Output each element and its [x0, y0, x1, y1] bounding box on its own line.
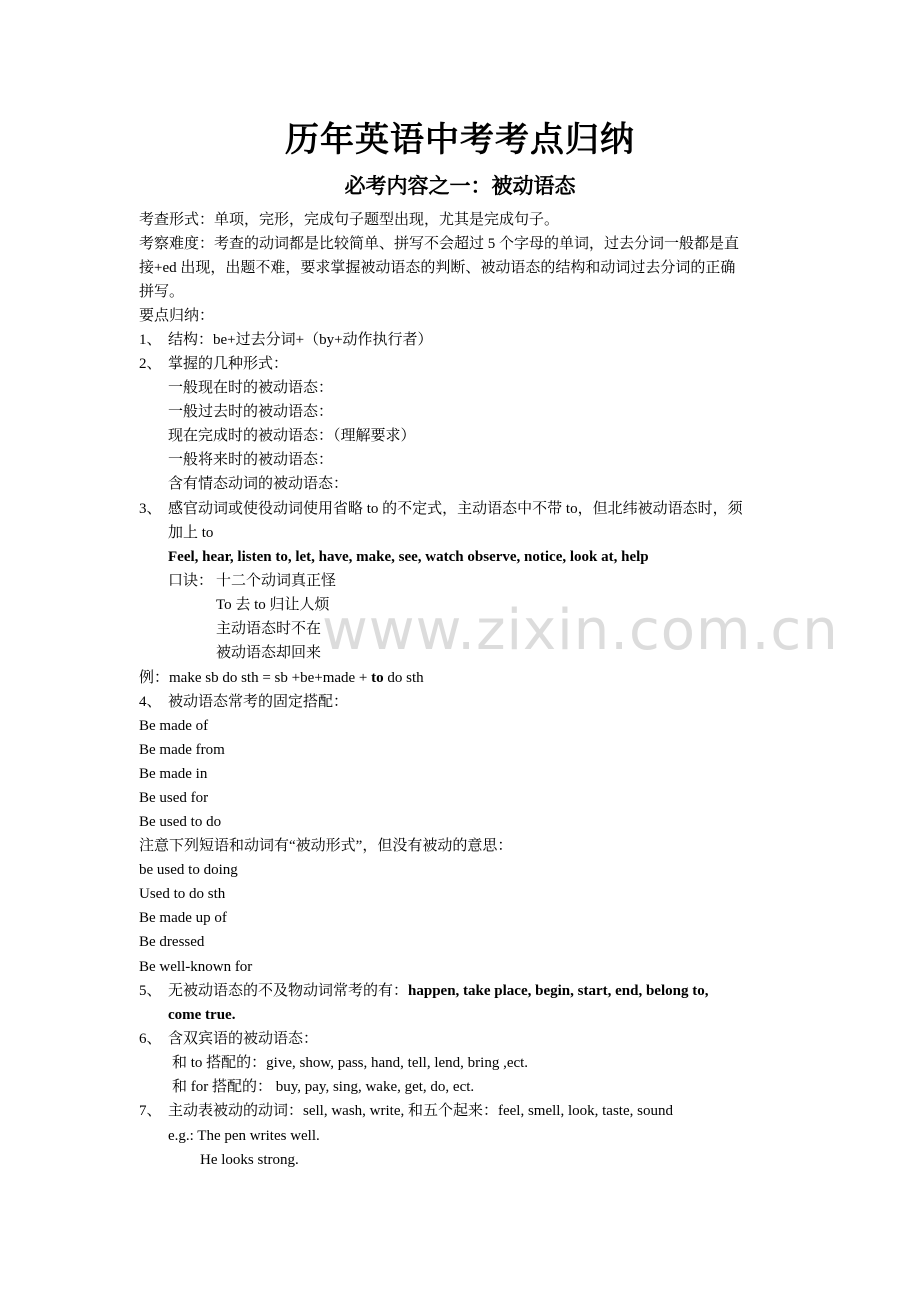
summary-heading: 要点归纳：: [139, 308, 215, 324]
page-title: 历年英语中考考点归纳: [285, 120, 635, 160]
rhyme-line: 主动语态时不在: [216, 621, 322, 637]
verb-list: Feel, hear, listen to, let, have, make, see, watch observe, notice, look at, help: [168, 549, 649, 565]
phrase-line: Be made up of: [139, 910, 227, 926]
difficulty-line-3: 拼写。: [139, 284, 185, 300]
item-text-plain: 无被动语态的不及物动词常考的有：: [168, 983, 409, 999]
phrase-line: Used to do sth: [139, 886, 226, 902]
rhyme-line: 十二个动词真正怪: [216, 573, 337, 589]
item-number: 3、: [139, 501, 162, 517]
item-number: 7、: [139, 1103, 162, 1119]
phrase-line: Be dressed: [139, 934, 205, 950]
example-text: 例：make sb do sth = sb +be+made +: [139, 670, 372, 686]
for-verbs-line: 和 for 搭配的： buy, pay, sing, wake, get, do, ect.: [172, 1079, 475, 1095]
verb-list: happen, take place, begin, start, end, belong to,: [408, 983, 709, 999]
phrase-line: Be made in: [139, 766, 208, 782]
difficulty-line-1: 考察难度：考查的动词都是比较简单、拼写不会超过 5 个字母的单词，过去分词一般都是直: [139, 236, 740, 252]
phrase-line: be used to doing: [139, 862, 238, 878]
item-text: 掌握的几种形式：: [168, 356, 289, 372]
difficulty-line-2: 接+ed 出现，出题不难，要求掌握被动语态的判断、被动语态的结构和动词过去分词的正确: [139, 260, 736, 276]
tense-form-line: 含有情态动词的被动语态：: [168, 476, 349, 492]
rhyme-label: 口诀：: [168, 573, 214, 589]
item-number: 5、: [139, 983, 162, 999]
item-text: 结构：be+过去分词+（by+动作执行者）: [168, 332, 433, 348]
exam-form-line: 考查形式：单项，完形，完成句子题型出现，尤其是完成句子。: [139, 212, 560, 228]
to-verbs-line: 和 to 搭配的：give, show, pass, hand, tell, lend, bring ,ect.: [172, 1055, 529, 1071]
phrase-line: Be made of: [139, 718, 209, 734]
item-text: 主动表被动的动词：sell, wash, write, 和五个起来：feel, smell, look, taste, sound: [168, 1103, 673, 1119]
item-text: [168, 979, 708, 1003]
item-number: 1、: [139, 332, 162, 348]
item-text-continued: 加上 to: [168, 525, 214, 541]
example-line: e.g.: The pen writes well.: [168, 1128, 320, 1144]
example-text-end: do sth: [383, 670, 424, 686]
rhyme-line: To 去 to 归让人烦: [216, 597, 330, 613]
example-emphasis: to: [371, 670, 384, 686]
page-subtitle: 必考内容之一：被动语态: [344, 174, 576, 198]
tense-form-line: 一般将来时的被动语态：: [168, 452, 334, 468]
item-text: 被动语态常考的固定搭配：: [168, 694, 349, 710]
phrase-line: Be well-known for: [139, 959, 253, 975]
watermark: www.zixin.com.cn: [322, 598, 839, 663]
rhyme-line: 被动语态却回来: [216, 645, 322, 661]
tense-form-line: 一般过去时的被动语态：: [168, 404, 334, 420]
item-text: 含双宾语的被动语态：: [168, 1031, 319, 1047]
tense-form-line: 一般现在时的被动语态：: [168, 380, 334, 396]
item-text: 感官动词或使役动词使用省略 to 的不定式，主动语态中不带 to，但北纬被动语态时，须: [168, 501, 743, 517]
phrase-line: Be made from: [139, 742, 225, 758]
note-line: 注意下列短语和动词有“被动形式”，但没有被动的意思：: [139, 838, 513, 854]
verb-list-continued: come true.: [168, 1007, 236, 1023]
phrase-line: Be used for: [139, 790, 209, 806]
phrase-line: Be used to do: [139, 814, 222, 830]
example-line: He looks strong.: [200, 1152, 299, 1168]
tense-form-line: 现在完成时的被动语态：（理解要求）: [168, 428, 416, 444]
item-number: 6、: [139, 1031, 162, 1047]
example-line: [139, 666, 424, 690]
item-number: 2、: [139, 356, 162, 372]
item-number: 4、: [139, 694, 162, 710]
